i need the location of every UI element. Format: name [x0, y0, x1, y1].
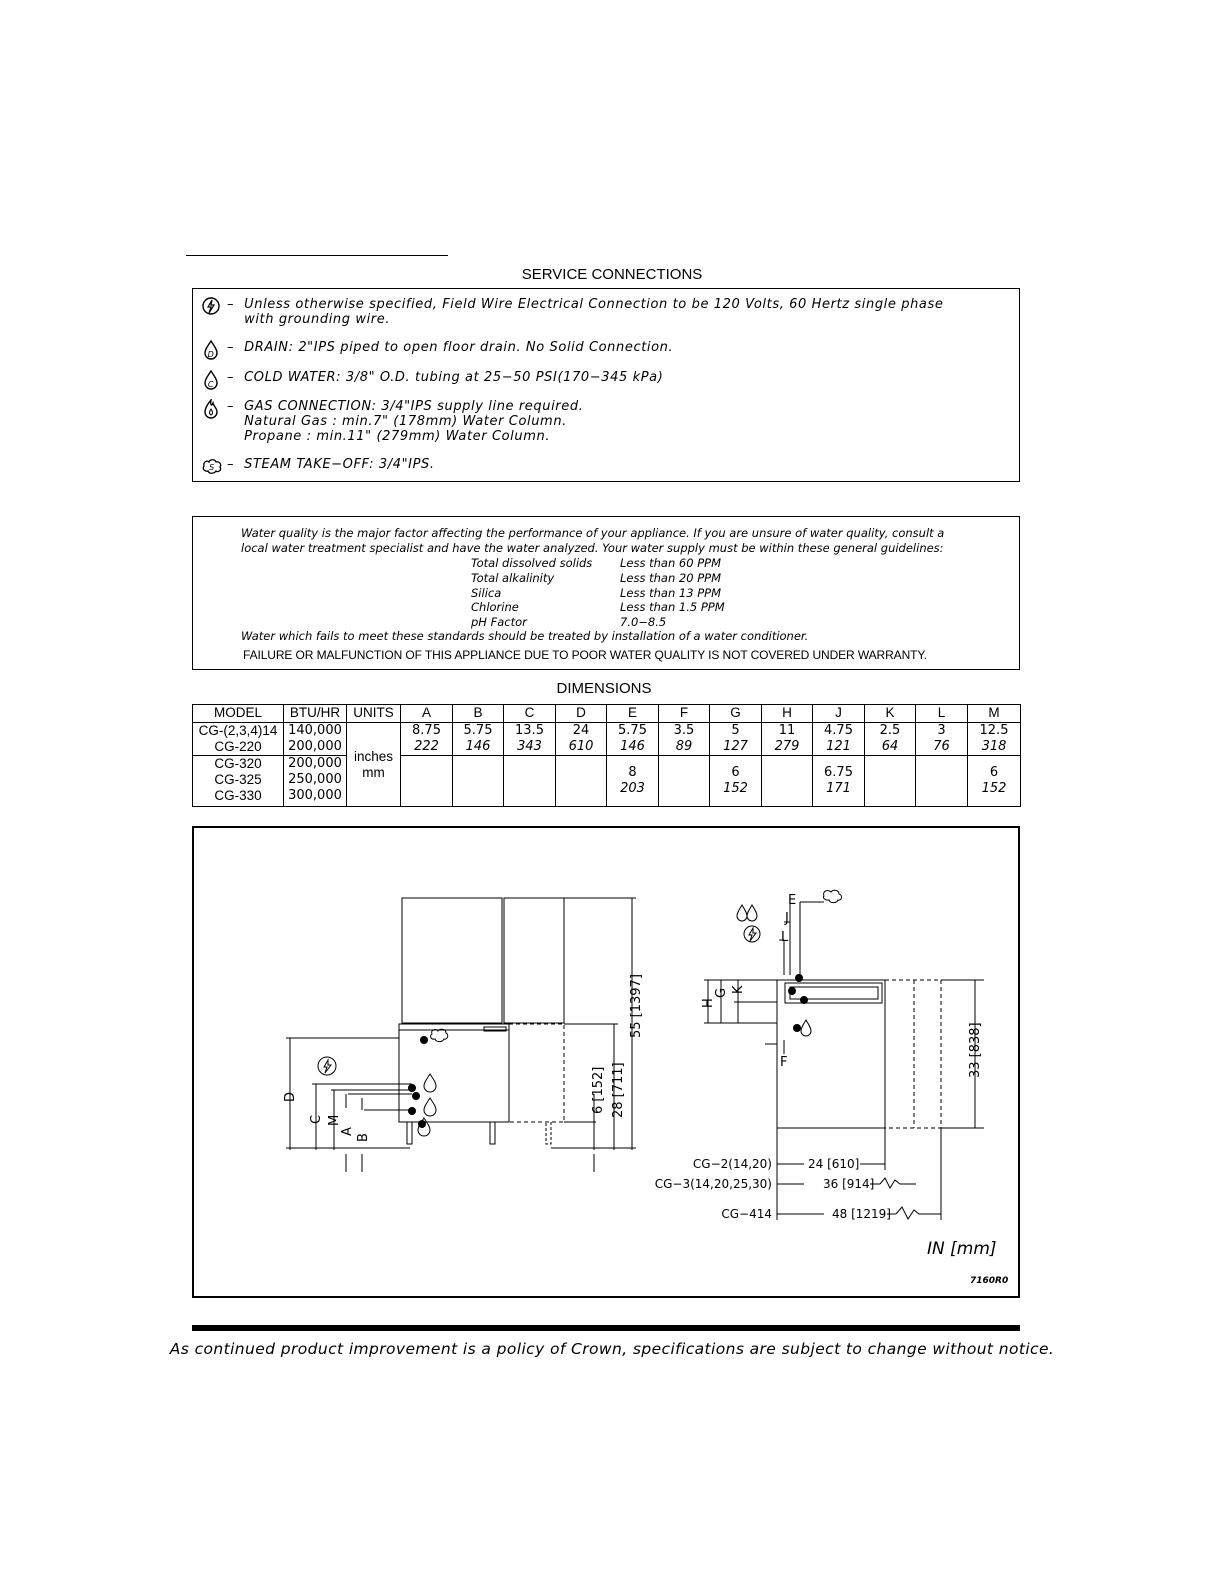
letter-a: A [340, 1127, 355, 1136]
footer-disclaimer: As continued product improvement is a policy of Crown, specifications are subject to change without notice. [169, 1340, 1055, 1358]
width-label-dim: 48 [1219] [832, 1207, 891, 1221]
dim-cell-d [556, 756, 607, 807]
warranty-warning: FAILURE OR MALFUNCTION OF THIS APPLIANCE DUE TO POOR WATER QUALITY IS NOT COVERED UNDER WARRANTY. [243, 648, 927, 662]
service-item-text: Unless otherwise specified, Field Wire Electrical Connection to be 120 Volts, 60 Hertz single phase with grounding wire. [244, 297, 944, 327]
water-quality-box [192, 516, 1020, 670]
dimensions-title: DIMENSIONS [556, 680, 652, 697]
column-header: G [710, 705, 762, 723]
electrical-bolt-icon [201, 297, 223, 317]
drain-icon [801, 1020, 811, 1036]
dim-cell-l [916, 756, 968, 807]
service-item-gas: – GAS CONNECTION: 3/4"IPS supply line required. Natural Gas : min.7" (178mm) Water Column. Propane : min.11" (279mm) Water Column. [201, 399, 583, 444]
water-treatment-note: Water which fails to meet these standards should be treated by installation of a water conditioner. [241, 629, 809, 643]
gas-flame-icon [201, 399, 223, 419]
letter-b: B [356, 1133, 371, 1142]
service-connections-title: SERVICE CONNECTIONS [521, 266, 703, 283]
service-item-steam: S – STEAM TAKE−OFF: 3/4"IPS. [201, 457, 435, 477]
letter-g: G [714, 987, 729, 998]
front-view-stack [402, 898, 502, 1023]
column-header: MODEL [193, 705, 284, 723]
dim-cell-f: 3.5 89 [659, 723, 710, 756]
service-item-drain: D – DRAIN: 2"IPS piped to open floor drain. No Solid Connection. [201, 340, 673, 360]
column-header: BTU/HR [284, 705, 347, 723]
dim-cell-e: 8 203 [607, 756, 659, 807]
svg-text:D: D [207, 350, 215, 359]
dim-cell-l: 3 76 [916, 723, 968, 756]
dim-28: 28 [711] [611, 1062, 626, 1118]
dim-cell-m: 12.5 318 [968, 723, 1021, 756]
dim-55: 55 [1397] [629, 974, 644, 1038]
dim-cell-g: 5 127 [710, 723, 762, 756]
letter-e: E [788, 893, 797, 908]
dim-cell-e: 5.75 146 [607, 723, 659, 756]
dim-cell-h [762, 756, 813, 807]
service-item-electrical: – Unless otherwise specified, Field Wire Electrical Connection to be 120 Volts, 60 Hertz single phase with grounding wire. [201, 297, 943, 327]
units-cell: inches mm [347, 723, 401, 807]
water-quality-intro-1: Water quality is the major factor affecting the performance of your appliance. If you are unsure of water quality, consult a [241, 526, 945, 540]
drain-icon [201, 340, 223, 360]
column-header: M [968, 705, 1021, 723]
technical-drawing [194, 828, 1017, 1295]
letter-d: D [283, 1091, 298, 1102]
dim-cell-j: 4.75 121 [813, 723, 865, 756]
svg-text:C: C [207, 380, 215, 389]
guideline-param: Silica [471, 586, 502, 600]
guideline-param: Total dissolved solids [471, 556, 593, 570]
letter-f: F [780, 1055, 788, 1070]
guideline-param: Total alkalinity [471, 571, 555, 585]
letter-h: H [701, 998, 716, 1008]
letter-j: J [785, 911, 789, 926]
table-row [193, 723, 1021, 756]
letter-c: C [309, 1114, 324, 1124]
gas-flame-icon [424, 1074, 436, 1092]
svg-text:S: S [209, 463, 215, 472]
table-header-row [193, 705, 1021, 723]
service-item-text: STEAM TAKE−OFF: 3/4"IPS. [244, 457, 435, 472]
column-header: C [504, 705, 556, 723]
service-connections-box [192, 288, 1020, 482]
dim-cell-k [865, 756, 916, 807]
dim-6: 6 [152] [591, 1066, 606, 1114]
service-item-text: GAS CONNECTION: 3/4"IPS supply line required. Natural Gas : min.7" (178mm) Water Column. Propane : min.11" (279mm) Water Column. [244, 399, 584, 444]
letter-m: M [327, 1114, 342, 1126]
dim-cell-f [659, 756, 710, 807]
letter-k: K [731, 985, 746, 994]
column-header: J [813, 705, 865, 723]
dim-cell-b: 5.75 146 [453, 723, 504, 756]
bottom-rule [192, 1325, 1020, 1331]
width-label-dim: 24 [610] [808, 1157, 860, 1171]
water-quality-intro-2: local water treatment specialist and have the water analyzed. Your water supply must be within these general guidelines: [241, 541, 944, 555]
dim-cell-j: 6.75 171 [813, 756, 865, 807]
guideline-limit: Less than 20 PPM [620, 571, 721, 585]
dim-cell-c: 13.5 343 [504, 723, 556, 756]
letter-l: L [781, 930, 789, 945]
dim-cell-h: 11 279 [762, 723, 813, 756]
dim-cell-a [401, 756, 453, 807]
dim-cell-g: 6 152 [710, 756, 762, 807]
column-header: L [916, 705, 968, 723]
width-label-model: CG−414 [721, 1207, 772, 1221]
table-row [193, 756, 1021, 807]
steam-icon [823, 890, 841, 902]
drawing-number: 7160R0 [970, 1276, 1009, 1286]
guideline-limit: 7.0−8.5 [620, 615, 667, 629]
dim-33: 33 [838] [968, 1022, 983, 1078]
cold-water-icon [747, 905, 757, 921]
column-header: B [453, 705, 504, 723]
drawing-frame [192, 826, 1020, 1298]
cold-water-icon [424, 1098, 436, 1116]
width-label-dim: 36 [914] [823, 1177, 875, 1191]
column-header: E [607, 705, 659, 723]
cold-water-icon [201, 370, 223, 390]
service-item-text: DRAIN: 2"IPS piped to open floor drain. No Solid Connection. [244, 340, 674, 355]
column-header: H [762, 705, 813, 723]
steam-icon [201, 457, 223, 477]
gas-flame-icon [737, 905, 747, 921]
guideline-limit: Less than 1.5 PPM [620, 600, 725, 614]
model-cell: CG-320 CG-325 CG-330 [193, 756, 284, 807]
dim-cell-a: 8.75 222 [401, 723, 453, 756]
side-view-cabinet [777, 980, 885, 1128]
steam-icon [431, 1029, 448, 1041]
electrical-bolt-icon [324, 1060, 331, 1073]
guideline-limit: Less than 60 PPM [620, 556, 721, 570]
column-header: A [401, 705, 453, 723]
units-label: IN [mm] [927, 1239, 997, 1259]
guideline-param: pH Factor [471, 615, 527, 629]
electrical-bolt-icon [744, 926, 760, 942]
dimensions-table [192, 704, 1021, 807]
model-cell: CG-(2,3,4)14 CG-220 [193, 723, 284, 756]
front-view-cabinet [399, 1024, 509, 1122]
column-header: D [556, 705, 607, 723]
electrical-bolt-icon [318, 1057, 336, 1075]
width-label-model: CG−3(14,20,25,30) [654, 1177, 772, 1191]
dim-cell-c [504, 756, 556, 807]
width-label-model: CG−2(14,20) [692, 1157, 772, 1171]
guideline-limit: Less than 13 PPM [620, 586, 721, 600]
dim-cell-k: 2.5 64 [865, 723, 916, 756]
dim-cell-m: 6 152 [968, 756, 1021, 807]
service-item-cold-water: C – COLD WATER: 3/8" O.D. tubing at 25−50 PSI(170−345 kPa) [201, 370, 663, 390]
column-header: UNITS [347, 705, 401, 723]
dim-cell-d: 24 610 [556, 723, 607, 756]
top-rule [186, 255, 448, 256]
dim-cell-b [453, 756, 504, 807]
guideline-param: Chlorine [471, 600, 519, 614]
column-header: F [659, 705, 710, 723]
service-item-text: COLD WATER: 3/8" O.D. tubing at 25−50 PSI(170−345 kPa) [244, 370, 664, 385]
column-header: K [865, 705, 916, 723]
btu-cell: 140,000 200,000 [284, 723, 347, 756]
btu-cell: 200,000 250,000 300,000 [284, 756, 347, 807]
